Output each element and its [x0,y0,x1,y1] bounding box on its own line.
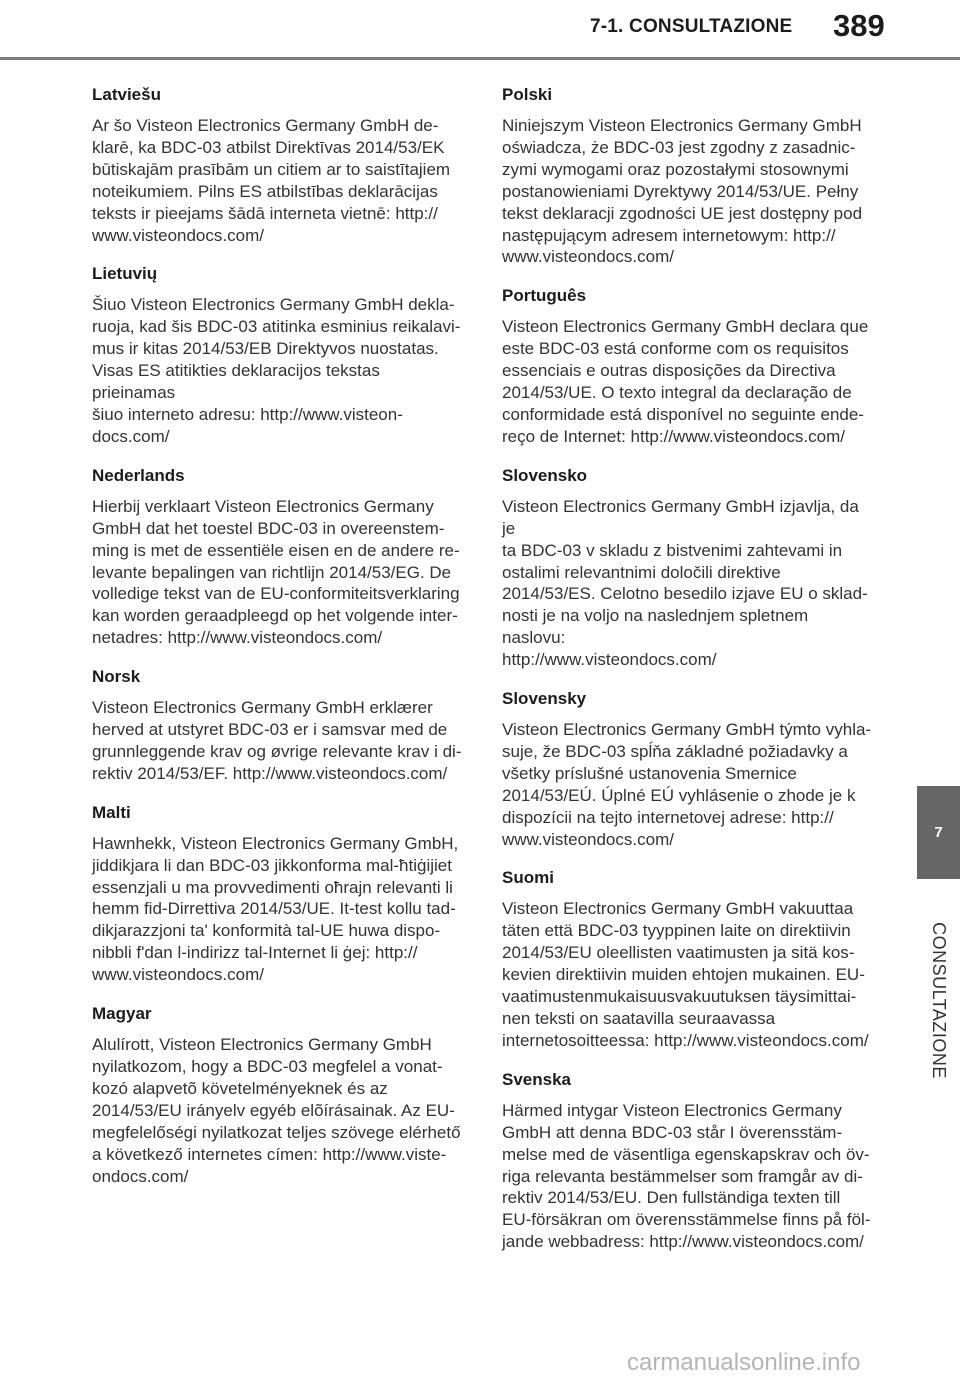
section-heading: Português [502,286,587,306]
section-heading: Polski [502,85,553,104]
left-column [92,84,464,1204]
section-heading: Nederlands [92,465,185,485]
section-latviesu [92,84,464,246]
section-body: Ar šo Visteon Electronics Germany GmbH de- klarē, ka BDC-03 atbilst Direktīvas 2014/53/EK būtiskajām prasībām un citiem ar to saistītajiem noteikumiem. Pilns ES atbilstības deklarācijas teksts ir pieejams šādā interneta vietnē: http:// www.visteondocs.com/ [92,116,451,245]
header-divider [0,57,960,60]
section-heading: Slovensky [502,689,587,709]
section-lietuviu [92,263,464,447]
watermark: carmanualsonline.info [627,1349,861,1376]
chapter-number: 7 [934,824,943,841]
section-body: Visteon Electronics Germany GmbH vakuuttaa täten että BDC-03 tyyppinen laite on direktiivin 2014/53/EU oleellisten vaatimusten ja sitä kos- kevien direktiivin muiden ehtojen mukainen. EU- vaatimustenmukaisuusvakuutuksen täysimittai- nen teksti on saatavilla seuraavassa internetosoitteessa: http://www.visteondocs.com/ [502,899,869,1050]
section-norsk [92,666,464,785]
section-magyar [92,1003,464,1187]
section-body: Alulírott, Visteon Electronics Germany GmbH nyilatkozom, hogy a BDC-03 megfelel a vonat- kozó alapvetõ követelményeknek és az 2014/53/EU irányelv egyéb elõírásainak. Az EU- megfelelőségi nyilatkozat teljes szövege elérhető a következő internetes címen: http://www.viste- ondocs.com/ [92,1035,461,1186]
section-heading: Svenska [502,1069,571,1089]
section-body: Visteon Electronics Germany GmbH izjavlja, da je ta BDC-03 v skladu z bistvenimi zahtevami in ostalimi relevantnimi določili direktive 2014/53/ES. Celotno besedilo izjave EU o sklad- nosti je na voljo na naslednjem spletnem naslovu: http://www.visteondocs.com/ [502,496,868,670]
right-column [502,84,874,1270]
section-body: Visteon Electronics Germany GmbH erklærer herved at utstyret BDC-03 er i samsvar med de grunnleggende krav og øvrige relevante krav i di- rektiv 2014/53/EF. http://www.visteondocs.com/ [92,698,462,783]
section-heading: Suomi [502,868,554,888]
section-heading: Malti [92,802,131,822]
section-body: Šiuo Visteon Electronics Germany GmbH dekla- ruoja, kad šis BDC-03 atitinka esminius reikalavi- mus ir kitas 2014/53/EB Direktyvos nuostatas. Visas ES atitikties deklaracijos tekstas prieinamas šiuo interneto adresu: http://www.visteon- docs.com/ [92,295,461,446]
section-body: Hierbij verklaart Visteon Electronics Germany GmbH dat het toestel BDC-03 in overeenstem- ming is met de essentiële eisen en de andere re- levante bepalingen van richtlijn 2014/53/EG. De volledige tekst van de EU-conformiteitsverklaring kan worden geraadpleegd op het volgende inter- netadres: http://www.visteondocs.com/ [92,496,460,648]
page-number: 389 [833,8,885,43]
section-heading: Latviešu [92,85,161,104]
section-heading: Lietuvių [92,264,158,284]
section-heading: Magyar [92,1004,152,1024]
section-malti [92,802,464,986]
section-body: Hawnhekk, Visteon Electronics Germany GmbH, jiddikjara li dan BDC-03 jikkonforma mal-ħtiġijiet essenzjali u ma provvedimenti oħrajn relevanti li hemm fid-Dirrettiva 2014/53/UE. It-test kollu tad- dikjarazzjoni ta' konformità tal-UE huwa dispo- nibbli f'dan l-indirizz tal-Internet li ġej: http:// www.visteondocs.com/ [92,833,459,985]
section-polski [502,84,874,268]
chapter-tab [917,786,960,879]
section-suomi [502,867,874,1051]
section-body: Niniejszym Visteon Electronics Germany GmbH oświadcza, że BDC-03 jest zgodny z zasadnic- zymi wymogami oraz pozostałymi stosownymi postanowieniami Dyrektywy 2014/53/UE. Pełny tekst deklaracji zgodności UE jest dostępny pod następującym adresem internetowym: http:// www.visteondocs.com/ [502,116,863,267]
section-portugues [502,285,874,447]
chapter-label: CONSULTAZIONE [929,921,950,1079]
section-nederlands [92,465,464,649]
section-body: Visteon Electronics Germany GmbH declara que este BDC-03 está conforme com os requisitos essenciais e outras disposições da Directiva 2014/53/UE. O texto integral da declaração de conformidade está disponível no seguinte ende- reço de Internet: http://www.visteondocs.com/ [502,317,869,446]
section-slovensko [502,465,874,671]
section-body: Härmed intygar Visteon Electronics Germany GmbH att denna BDC-03 står I överensstäm- melse med de väsentliga egenskapskrav och öv- riga relevanta bestämmelser som framgår av di- rektiv 2014/53/EU. Den fullständiga texten till EU-försäkran om överensstämmelse finns på föl- jande webbadress: http://www.visteondocs.com/ [502,1100,871,1252]
section-slovensky [502,688,874,850]
section-heading: Norsk [92,667,141,687]
section-svenska [502,1069,874,1253]
section-body: Visteon Electronics Germany GmbH týmto vyhla- suje, že BDC-03 spĺňa základné požiadavky a všetky príslušné ustanovenia Smernice 2014/53/EÚ. Úplné EÚ vyhlásenie o zhode je k dispozícii na tejto internetovej adrese: http:// www.visteondocs.com/ [502,720,872,849]
chapter-side-label [917,895,960,1105]
section-title: 7-1. CONSULTAZIONE [590,16,793,37]
section-heading: Slovensko [502,465,588,485]
